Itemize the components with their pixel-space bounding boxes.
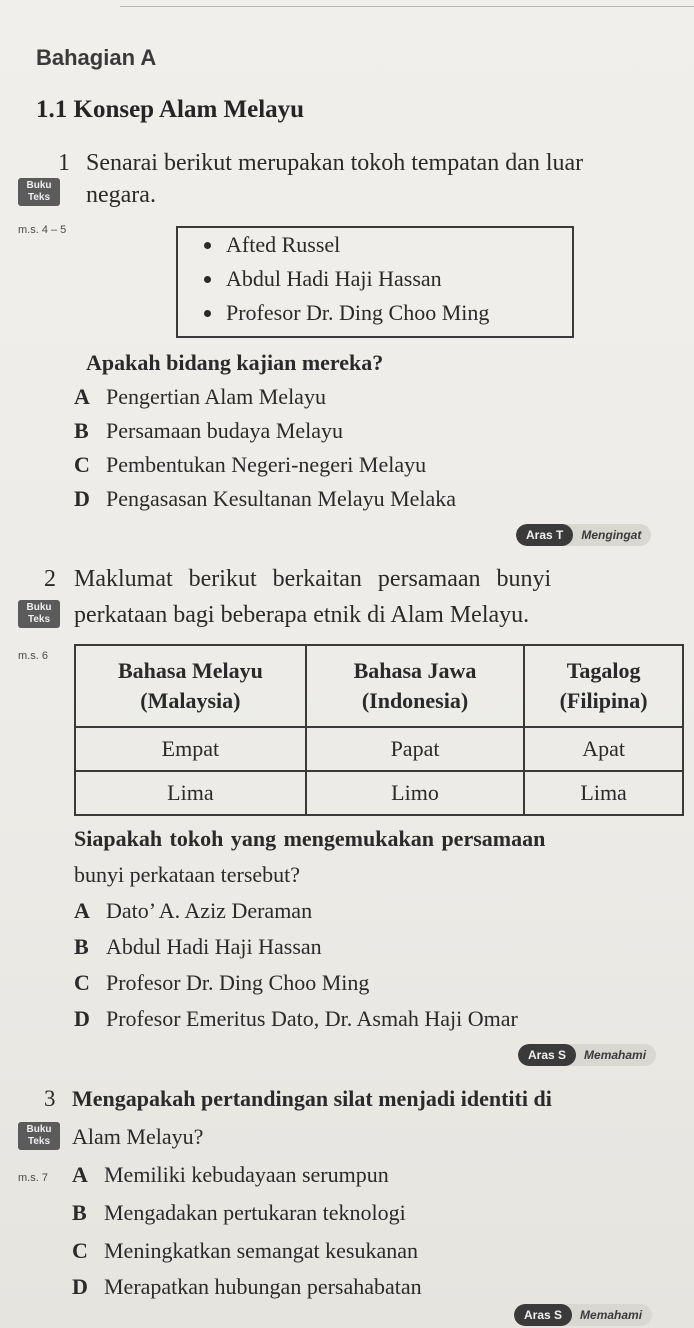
- question-3-option-c[interactable]: C Meningkatkan semangat kesukanan: [72, 1238, 419, 1263]
- figure-list-item: Abdul Hadi Haji Hassan: [178, 262, 572, 296]
- question-2-option-d[interactable]: D Profesor Emeritus Dato, Dr. Asmah Haji Omar: [74, 1006, 518, 1031]
- bullet-icon: [204, 276, 211, 283]
- question-3-page-ref: m.s. 7: [18, 1172, 48, 1184]
- question-2-prompt-line2: bunyi perkataan tersebut?: [74, 862, 301, 887]
- table-cell: Limo: [306, 771, 524, 815]
- question-2-number: 2: [44, 566, 56, 592]
- textbook-badge-icon: Buku Teks: [18, 178, 60, 206]
- question-3-number: 3: [44, 1086, 56, 1111]
- table-row: [75, 727, 683, 771]
- table-header-cell: Tagalog (Filipina): [524, 645, 683, 727]
- bullet-icon: [204, 242, 211, 249]
- question-3-option-a[interactable]: A Memiliki kebudayaan serumpun: [72, 1162, 389, 1187]
- textbook-badge-icon: Buku Teks: [18, 600, 60, 628]
- textbook-badge-icon: Buku Teks: [18, 1122, 60, 1150]
- figure-list-item: Afted Russel: [178, 228, 572, 262]
- table-header-cell: Bahasa Jawa (Indonesia): [306, 645, 524, 727]
- table-row: [75, 771, 683, 815]
- question-2-table: [74, 644, 684, 816]
- question-2-stem-line1: Maklumat berikut berkaitan persamaan bunyi: [74, 566, 552, 592]
- table-cell: Lima: [75, 771, 306, 815]
- question-3-option-d[interactable]: D Merapatkan hubungan persahabatan: [72, 1274, 422, 1299]
- question-2-prompt-line1: Siapakah tokoh yang mengemukakan persamaan: [74, 826, 546, 851]
- page-top-rule: [120, 6, 694, 7]
- subsection-heading: 1.1 Konsep Alam Melayu: [36, 96, 305, 123]
- question-1-option-c[interactable]: C Pembentukan Negeri-negeri Melayu: [74, 452, 427, 477]
- question-3-stem-line1: Mengapakah pertandingan silat menjadi identiti di: [72, 1086, 552, 1111]
- table-cell: Empat: [75, 727, 306, 771]
- question-2-option-b[interactable]: B Abdul Hadi Haji Hassan: [74, 934, 322, 959]
- question-1-page-ref: m.s. 4 – 5: [18, 224, 67, 236]
- question-2-option-a[interactable]: A Dato’ A. Aziz Deraman: [74, 898, 313, 923]
- bullet-icon: [204, 310, 211, 317]
- question-1-prompt: Apakah bidang kajian mereka?: [86, 350, 384, 375]
- question-1-option-d[interactable]: D Pengasasan Kesultanan Melayu Melaka: [74, 486, 457, 511]
- table-header-cell: Bahasa Melayu (Malaysia): [75, 645, 306, 727]
- question-2-option-c[interactable]: C Profesor Dr. Ding Choo Ming: [74, 970, 370, 995]
- question-1-option-b[interactable]: B Persamaan budaya Melayu: [74, 418, 344, 443]
- question-3-stem-line2: Alam Melayu?: [72, 1124, 204, 1149]
- table-cell: Lima: [524, 771, 683, 815]
- question-2-stem-line2: perkataan bagi beberapa etnik di Alam Melayu.: [74, 602, 530, 628]
- question-3-option-b[interactable]: B Mengadakan pertukaran teknologi: [72, 1200, 406, 1225]
- figure-list-item: Profesor Dr. Ding Choo Ming: [178, 296, 572, 330]
- question-2-level-badge: Aras S Memahami: [518, 1044, 656, 1066]
- table-cell: Papat: [306, 727, 524, 771]
- question-2-page-ref: m.s. 6: [18, 650, 48, 662]
- question-1-option-a[interactable]: A Pengertian Alam Melayu: [74, 384, 326, 409]
- question-3-level-badge: Aras S Memahami: [514, 1304, 652, 1326]
- table-header-row: [75, 645, 683, 727]
- question-1-stem-line1: Senarai berikut merupakan tokoh tempatan dan luar: [86, 150, 584, 176]
- question-1-number: 1: [58, 150, 70, 176]
- question-1-level-badge: Aras T Mengingat: [516, 524, 651, 546]
- question-1-stem-line2: negara.: [86, 182, 156, 208]
- question-1-figure-list: [176, 226, 574, 338]
- table-cell: Apat: [524, 727, 683, 771]
- section-heading: Bahagian A: [36, 45, 157, 70]
